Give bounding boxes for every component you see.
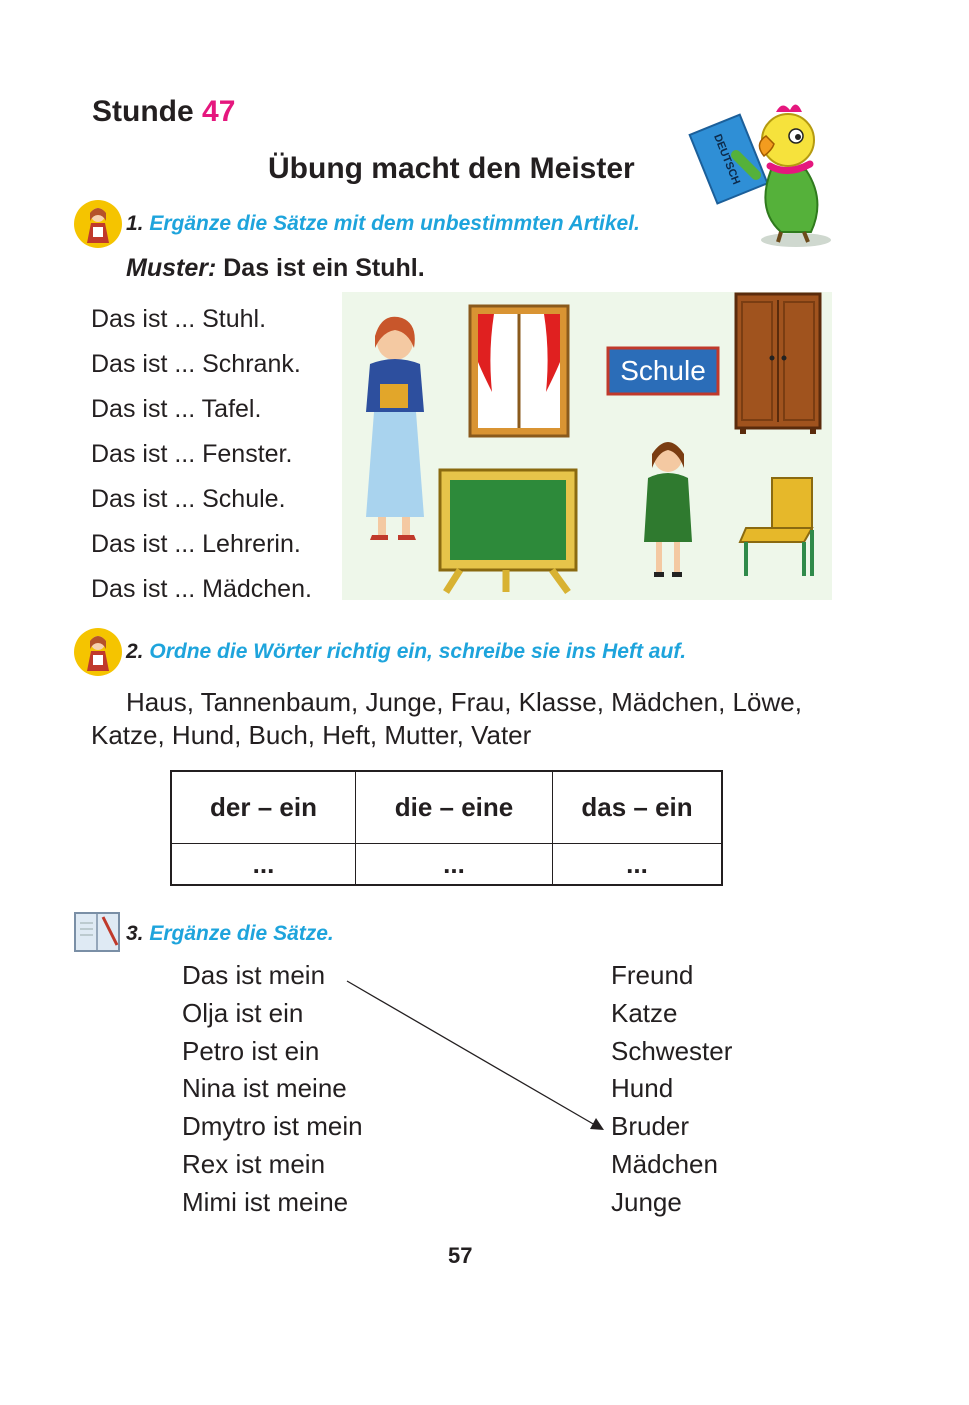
task3-left-column [182,957,363,1222]
sentence-start: Rex ist mein [182,1148,326,1179]
girl-icon [73,627,123,677]
blackboard-figure [440,470,576,592]
table-cell: ... [356,844,553,885]
table-header-der: der – ein [172,772,356,844]
sentence-end: Katze [611,997,678,1028]
task1-sentence-6: Das ist ... Lehrerin. [91,530,301,558]
task1-instruction [126,212,640,236]
school-sign [608,348,718,394]
sentence-start: Petro ist ein [182,1035,320,1066]
task2-number: 2. [126,640,144,663]
example-arrow [340,975,610,1135]
notebook-pencil-icon [73,909,123,955]
example-text: Das ist ein Stuhl. [223,254,425,282]
task1-text: Ergänze die Sätze mit dem unbestimmten Artikel. [149,212,640,235]
wardrobe-figure [736,294,820,434]
parrot-illustration [686,100,836,250]
lesson-number: 47 [202,95,236,128]
task3-text: Ergänze die Sätze. [149,922,334,945]
sentence-end: Bruder [611,1111,690,1142]
sentence-start: Das ist mein [182,960,326,990]
window-figure [470,306,568,436]
sentence-end: Freund [611,960,694,990]
task1-sentence-4: Das ist ... Fenster. [91,440,293,468]
lesson-label: Stunde [92,95,194,128]
article-table [170,770,723,886]
table-header-das: das – ein [553,772,722,844]
lesson-heading [92,95,235,129]
girl-icon [73,199,123,249]
sentence-end: Schwester [611,1035,733,1066]
task1-sentence-2: Das ist ... Schrank. [91,350,301,378]
task1-number: 1. [126,212,144,235]
task2-instruction [126,640,686,664]
sentence-end: Hund [611,1073,674,1104]
task1-sentence-7: Das ist ... Mädchen. [91,575,312,603]
sentence-end: Junge [611,1186,682,1217]
task2-words-line1: Haus, Tannenbaum, Junge, Frau, Klasse, Mädchen, Löwe, [126,687,802,717]
page-title: Übung macht den Meister [268,152,635,185]
task1-example [126,254,425,283]
task1-illustration [342,292,832,600]
task1-sentence-3: Das ist ... Tafel. [91,395,262,423]
sentence-start: Mimi ist meine [182,1186,349,1217]
task3-right-column [611,957,732,1222]
sentence-end: Mädchen [611,1148,718,1179]
page-number: 57 [448,1243,473,1268]
example-label: Muster: [126,254,217,282]
table-header-die: die – eine [356,772,553,844]
sentence-start: Dmytro ist mein [182,1111,363,1142]
table-cell: ... [172,844,356,885]
table-cell: ... [553,844,722,885]
task3-number: 3. [126,922,144,945]
task2-text: Ordne die Wörter richtig ein, schreibe sie ins Heft auf. [149,640,687,663]
task1-sentence-1: Das ist ... Stuhl. [91,305,267,333]
sentence-start: Olja ist ein [182,997,304,1028]
school-sign-text: Schule [620,355,706,386]
task1-sentence-5: Das ist ... Schule. [91,485,286,513]
parrot-book-text: DEUTSCH [711,132,743,187]
sentence-start: Nina ist meine [182,1073,347,1104]
task3-instruction [126,922,334,946]
task2-words-line2: Katze, Hund, Buch, Heft, Mutter, Vater [91,720,532,750]
